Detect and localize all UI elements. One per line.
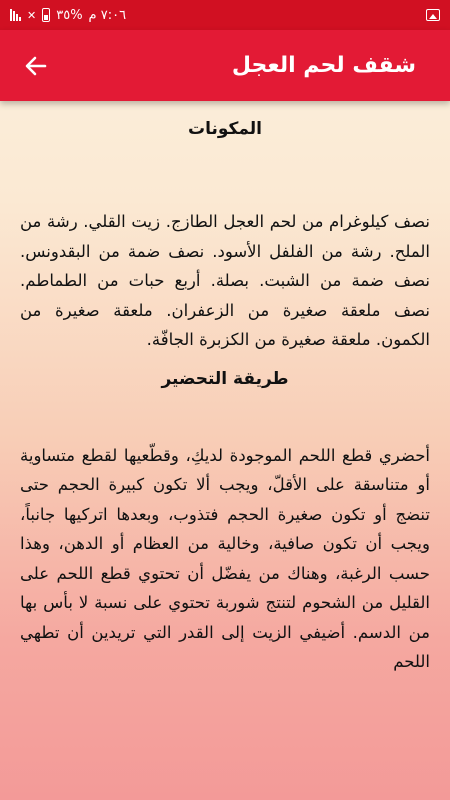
status-bar — [0, 0, 450, 30]
status-left — [10, 8, 126, 23]
image-notification-icon — [426, 9, 440, 21]
back-button[interactable] — [22, 52, 50, 80]
ingredients-text: نصف كيلوغرام من لحم العجل الطازج. زيت القلي. رشة من الملح. رشة من الفلفل الأسود. نصف ضمة من البقدونس. نصف ضمة من الشبت. بصلة. أربع حبات من الطماطم. نصف ملعقة صغيرة من الزعفران. ملعقة صغيرة من الكمون. ملعقة صغيرة من الكزبرة الجافّة. — [20, 212, 430, 349]
method-text: أحضري قطع اللحم الموجودة لديكِ، وقطّعيها لقطع متساوية أو متناسقة على الأقلّ، ويجب ألا تكون كبيرة الحجم حتى تنضج أو تكون صغيرة الحجم فتذوب، وبعدها اتركيها جانباً، ويجب أن تكون صافية، وخالية من العظام أو الدهن، وهذا حسب الرغبة، وهناك من يفضّل أن تحتوي قطع اللحم على القليل من الشحوم لتنتج شوربة تحتوي على نسبة لا بأس بها من الدسم. أضيفي الزيت إلى القدر التي تريدين أن تطهي اللحم — [20, 445, 430, 671]
app-bar — [0, 30, 450, 101]
status-time: ٧:٠٦ م — [88, 7, 127, 23]
page-title: شقف لحم العجل — [231, 53, 416, 78]
no-signal-icon: ✕ — [27, 8, 37, 22]
signal-icon — [10, 9, 21, 21]
arrow-left-icon — [24, 54, 48, 78]
battery-percent: %٣٥ — [56, 7, 83, 23]
battery-icon — [42, 8, 50, 22]
ingredients-heading: المكونات — [187, 119, 262, 139]
status-right — [426, 9, 440, 21]
method-heading: طريقة التحضير — [161, 368, 289, 389]
recipe-content[interactable] — [0, 101, 450, 800]
